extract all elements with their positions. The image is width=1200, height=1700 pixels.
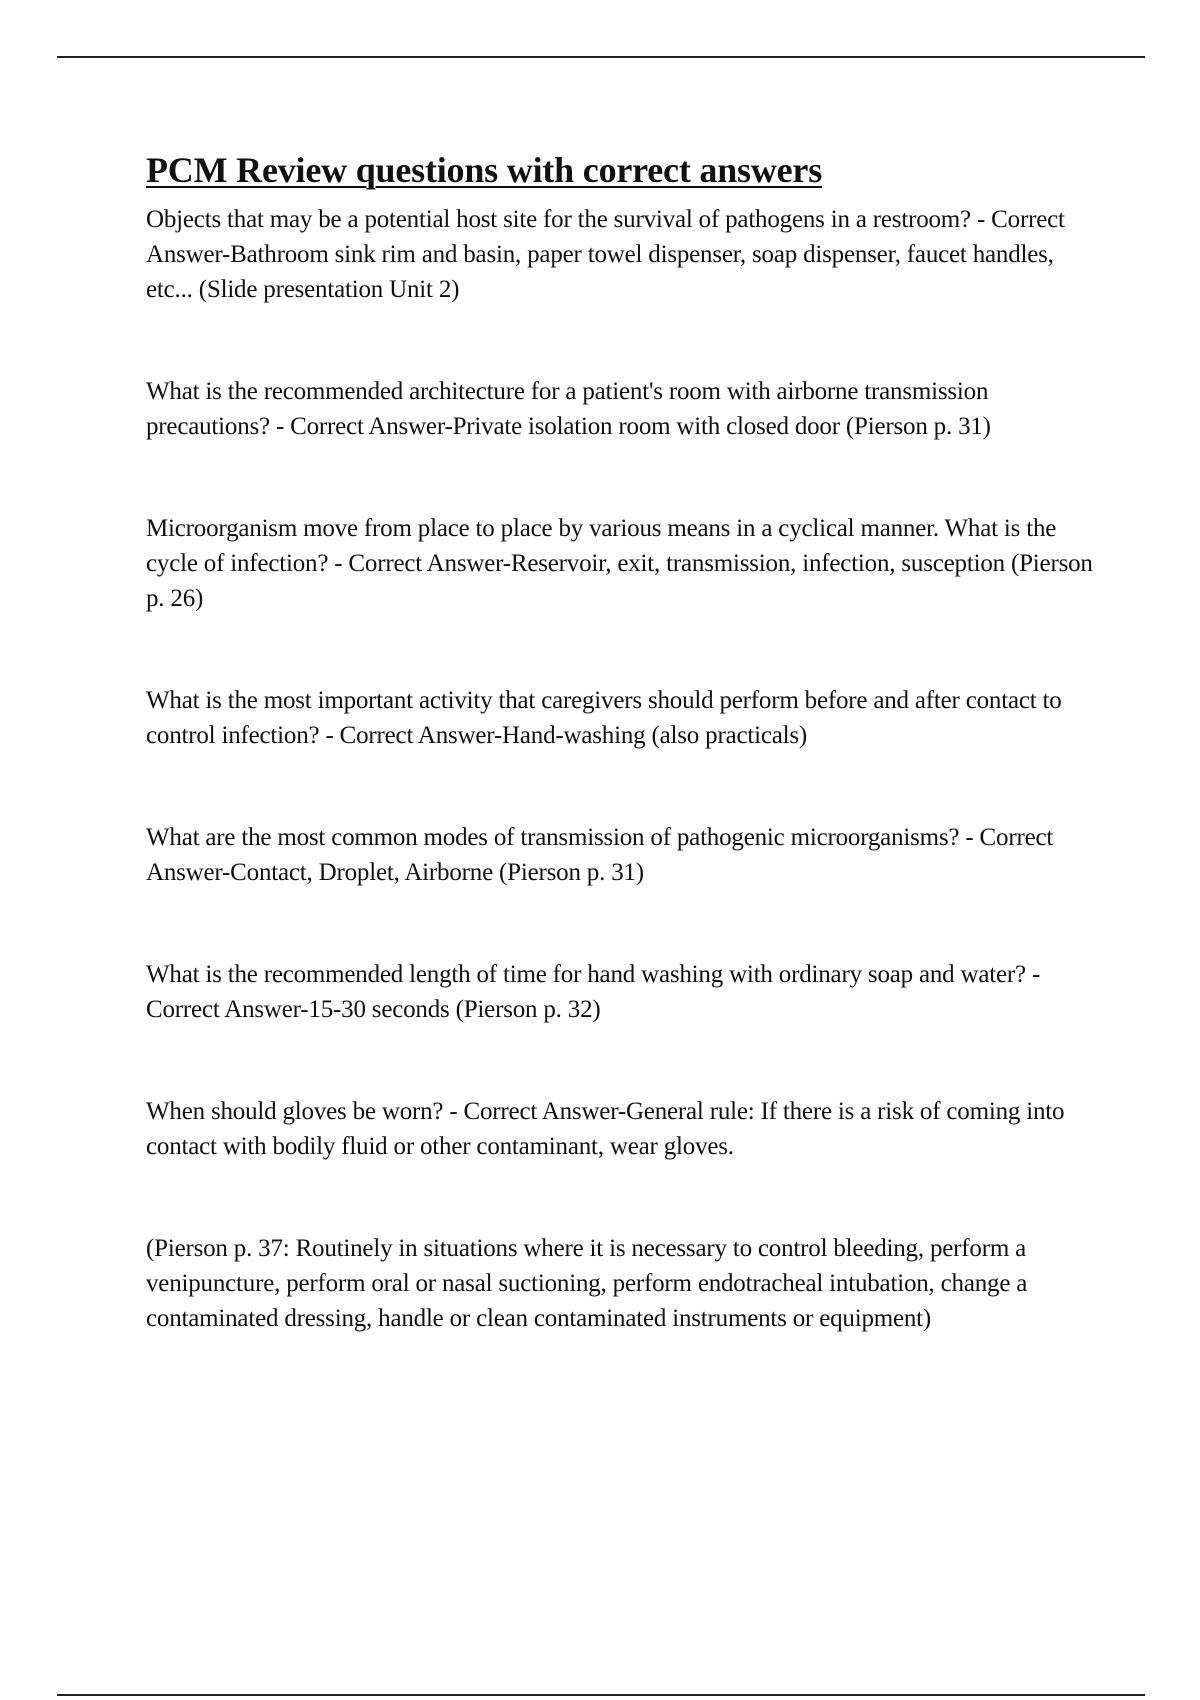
- qa-item-8-note: (Pierson p. 37: Routinely in situations where it is necessary to control bleeding, perform a venipuncture, perform oral or nasal suctioning, perform endotracheal intubation, change a contaminated dressing, handle or clean contaminated instruments or equipment): [146, 1235, 1028, 1332]
- qa-item-4: What is the most important activity that caregivers should perform before and after contact to control infection? - Correct Answer-Hand-washing (also practicals): [146, 687, 1062, 749]
- qa-item-6: What is the recommended length of time for hand washing with ordinary soap and water? - Correct Answer-15-30 seconds (Pierson p. 32): [146, 961, 1041, 1023]
- bottom-rule: [57, 1694, 1145, 1696]
- qa-item-3: Microorganism move from place to place by various means in a cyclical manner. What is the cycle of infection? - Correct Answer-Reservoir, exit, transmission, infection, susception (Pierson p. 26): [146, 515, 1093, 612]
- qa-item-2: What is the recommended architecture for a patient's room with airborne transmission precautions? - Correct Answer-Private isolation room with closed door (Pierson p. 31): [146, 378, 991, 440]
- top-rule: [57, 56, 1145, 58]
- qa-item-7: When should gloves be worn? - Correct Answer-General rule: If there is a risk of coming into contact with bodily fluid or other contaminant, wear gloves.: [146, 1098, 1065, 1160]
- qa-item-5: What are the most common modes of transmission of pathogenic microorganisms? - Correct Answer-Contact, Droplet, Airborne (Pierson p. 31): [146, 824, 1054, 886]
- document-body: [146, 148, 1106, 1336]
- document-title: PCM Review questions with correct answers: [146, 150, 823, 190]
- qa-item-1: Objects that may be a potential host site for the survival of pathogens in a restroom? - Correct Answer-Bathroom sink rim and basin, paper towel dispenser, soap dispenser, faucet handles, etc... (Slide presentation Unit 2): [146, 206, 1065, 303]
